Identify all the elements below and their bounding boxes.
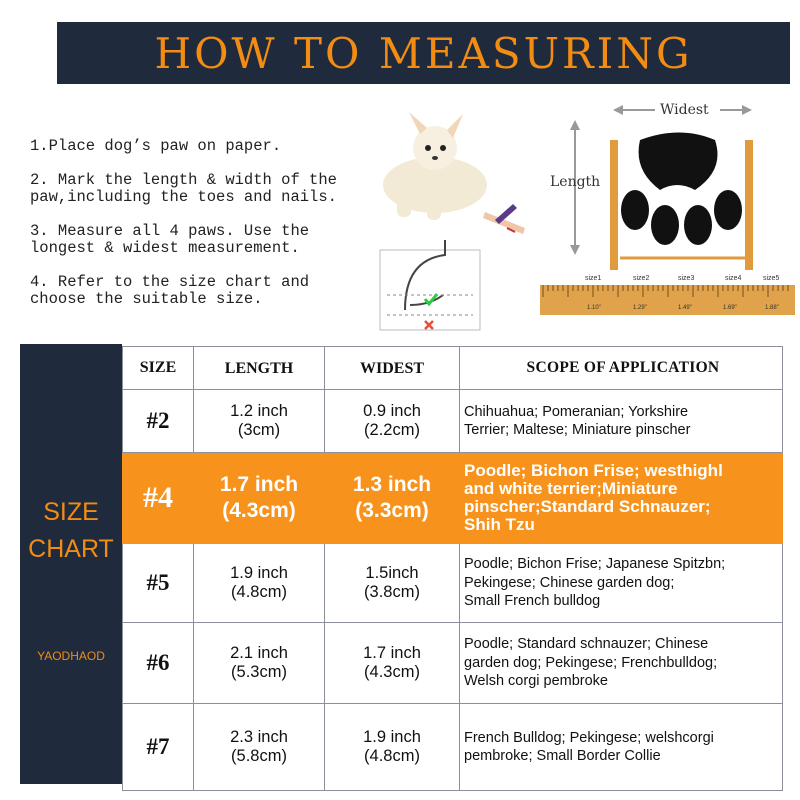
size-cell: #6 xyxy=(123,623,194,704)
scope-line: French Bulldog; Pekingese; welshcorgi xyxy=(464,729,714,746)
table-row xyxy=(123,544,783,623)
widest-cell xyxy=(325,544,460,623)
length-inch: 1.2 inch xyxy=(230,402,288,420)
ruler-size-label: size3 xyxy=(678,275,695,282)
header-banner xyxy=(57,22,790,84)
brand-label: YAODHAOD xyxy=(37,649,105,663)
length-label: Length xyxy=(550,174,601,190)
instructions xyxy=(30,138,370,325)
scope-line: Pekingese; Chinese garden dog; xyxy=(464,574,675,591)
table-row xyxy=(123,390,783,453)
step-1: 1.Place dog’s paw on paper. xyxy=(30,137,282,155)
header-widest: WIDEST xyxy=(325,347,460,390)
widest-cm: (3.3cm) xyxy=(355,499,429,522)
widest-cell xyxy=(325,390,460,453)
scope-line: and white terrier;Miniature xyxy=(464,479,678,498)
ruler xyxy=(540,275,795,315)
header-size: SIZE xyxy=(123,347,194,390)
length-cm: (5.3cm) xyxy=(231,663,287,681)
widest-inch: 1.9 inch xyxy=(363,728,421,746)
widest-inch: 1.7 inch xyxy=(363,644,421,662)
widest-cell xyxy=(325,704,460,791)
scope-line: Terrier; Maltese; Miniature pinscher xyxy=(464,422,691,438)
size-table xyxy=(122,346,783,791)
puppy-image xyxy=(383,112,525,234)
length-inch: 1.7 inch xyxy=(219,473,299,496)
ruler-value-label: 1.69" xyxy=(723,305,737,311)
length-inch: 1.9 inch xyxy=(230,564,288,582)
size-cell: #2 xyxy=(123,390,194,453)
scope-line: Poodle; Bichon Frise; Japanese Spitzbn; xyxy=(464,556,726,573)
length-cell xyxy=(194,453,325,544)
table-row xyxy=(123,704,783,791)
scope-cell xyxy=(460,704,783,791)
size-cell: #7 xyxy=(123,704,194,791)
length-cell xyxy=(194,623,325,704)
widest-cell xyxy=(325,623,460,704)
scope-cell xyxy=(460,453,783,544)
header-scope: SCOPE OF APPLICATION xyxy=(460,347,783,390)
ruler-size-label: size1 xyxy=(585,275,602,282)
size-chart-panel xyxy=(20,344,122,784)
length-cell xyxy=(194,390,325,453)
widest-cell xyxy=(325,453,460,544)
size-chart-title-line: CHART xyxy=(28,535,114,563)
size-chart-title xyxy=(20,494,122,568)
ruler-value-label: 1.10" xyxy=(587,305,601,311)
size-chart-title-line: SIZE xyxy=(43,498,99,526)
scope-line: Poodle; Bichon Frise; westhighl xyxy=(464,461,723,480)
size-cell: #5 xyxy=(123,544,194,623)
widest-cm: (2.2cm) xyxy=(364,421,420,439)
table-row-highlighted xyxy=(123,453,783,544)
length-cell xyxy=(194,704,325,791)
length-cm: (4.8cm) xyxy=(231,583,287,601)
page-title: HOW TO MEASURING xyxy=(154,28,693,78)
scope-cell xyxy=(460,623,783,704)
widest-cm: (3.8cm) xyxy=(364,583,420,601)
paw-side-view xyxy=(380,240,480,330)
ruler-size-label: size5 xyxy=(763,275,780,282)
size-cell: #4 xyxy=(123,453,194,544)
length-cm: (4.3cm) xyxy=(222,499,296,522)
ruler-value-label: 1.49" xyxy=(678,305,692,311)
length-cm: (3cm) xyxy=(237,421,281,439)
step-3: 3. Measure all 4 paws. Use the longest & widest measurement. xyxy=(30,222,310,257)
widest-inch: 0.9 inch xyxy=(363,402,421,420)
length-inch: 2.1 inch xyxy=(230,644,288,662)
scope-line: garden dog; Pekingese; Frenchbulldog; xyxy=(464,654,718,671)
step-2: 2. Mark the length & width of the paw,including the toes and nails. xyxy=(30,171,337,206)
scope-line: Chihuahua; Pomeranian; Yorkshire xyxy=(464,403,689,420)
scope-line: Small French bulldog xyxy=(464,593,601,610)
widest-label: Widest xyxy=(660,102,709,118)
table-row xyxy=(123,623,783,704)
scope-line: pembroke; Small Border Collie xyxy=(464,748,661,764)
widest-inch: 1.3 inch xyxy=(352,473,432,496)
scope-cell xyxy=(460,390,783,453)
scope-line: Poodle; Standard schnauzer; Chinese xyxy=(464,636,709,653)
length-cell xyxy=(194,544,325,623)
scope-line: pinscher;Standard Schnauzer; xyxy=(464,497,711,516)
ruler-value-label: 1.88" xyxy=(765,305,779,311)
widest-inch: 1.5inch xyxy=(365,564,419,582)
widest-cm: (4.8cm) xyxy=(364,747,420,765)
scope-line: Welsh corgi pembroke xyxy=(464,673,608,690)
ruler-size-label: size4 xyxy=(725,275,742,282)
step-4: 4. Refer to the size chart and choose the suitable size. xyxy=(30,273,310,308)
scope-cell xyxy=(460,544,783,623)
scope-line: Shih Tzu xyxy=(464,515,535,534)
table-header-row xyxy=(123,347,783,390)
measuring-illustration xyxy=(365,100,795,340)
widest-cm: (4.3cm) xyxy=(364,663,420,681)
header-length: LENGTH xyxy=(194,347,325,390)
ruler-size-label: size2 xyxy=(633,275,650,282)
ruler-value-label: 1.29" xyxy=(633,305,647,311)
length-cm: (5.8cm) xyxy=(231,747,287,765)
length-inch: 2.3 inch xyxy=(230,728,288,746)
